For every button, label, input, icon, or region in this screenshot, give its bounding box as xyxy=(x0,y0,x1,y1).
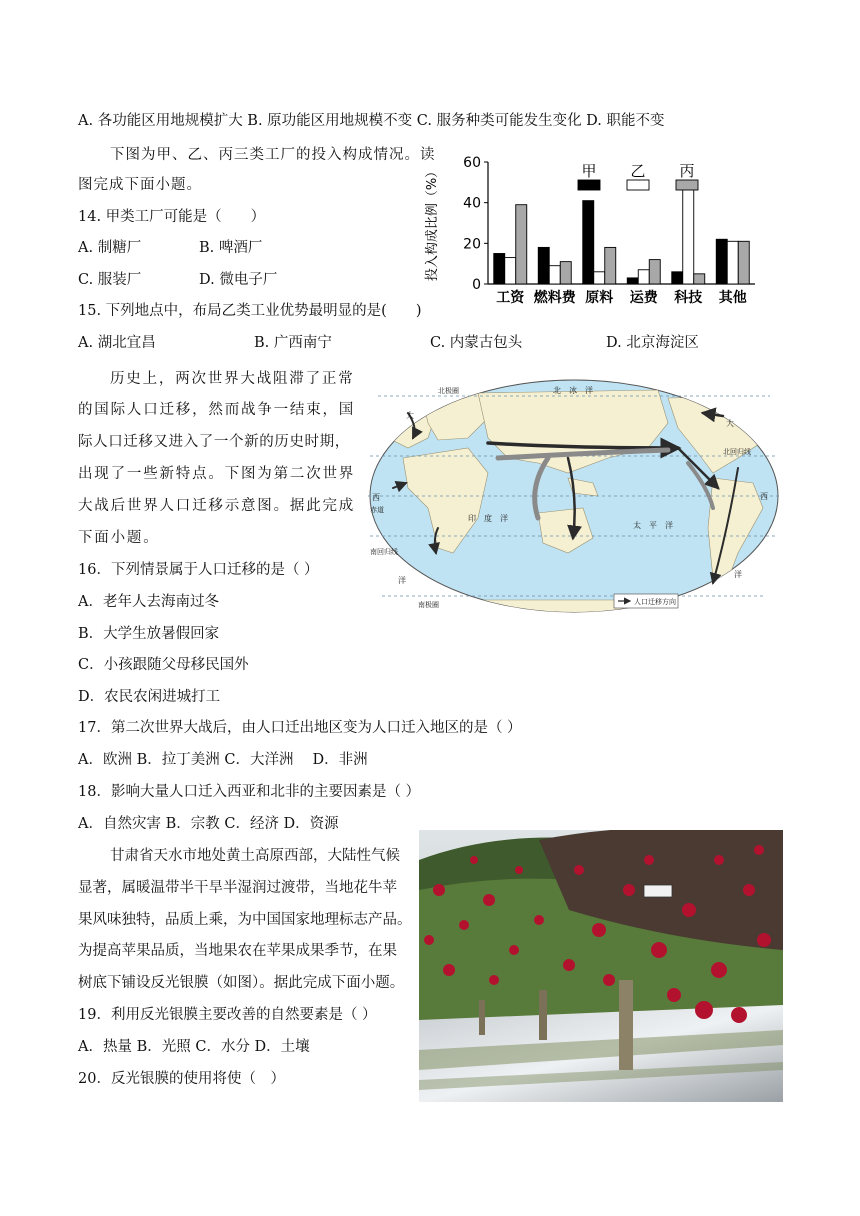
chart-bar-乙-运费 xyxy=(638,270,649,284)
chart-bar-丙-原料 xyxy=(605,247,616,284)
map-label-pacific: 太 平 洋 xyxy=(633,521,673,530)
q14-option-b: B. 啤酒厂 xyxy=(199,240,263,256)
apple-orchard-photo xyxy=(419,830,783,1102)
q20-stem: 20．反光银膜的使用将使（ ） xyxy=(78,1071,285,1087)
chart-x-tick-label: 工资 xyxy=(496,290,525,306)
q13-options: A. 各功能区用地规模扩大 B. 原功能区用地规模不变 C. 服务种类可能发生变化 D. 职能不变 xyxy=(78,113,665,129)
apple-intro-line4: 为提高苹果品质，当地果农在苹果成果季节，在果 xyxy=(78,943,397,959)
chart-legend-label-乙: 乙 xyxy=(630,162,646,180)
chart-x-tick-label: 科技 xyxy=(674,290,703,306)
migration-intro-line3: 际人口迁移又进入了一个新的历史时期， xyxy=(78,434,350,450)
q14-option-c: C. 服装厂 xyxy=(78,272,142,288)
chart-legend-label-丙: 丙 xyxy=(679,162,695,180)
chart-x-tick-label: 其他 xyxy=(718,290,747,306)
map-label-atlantic-w2: 西 xyxy=(372,493,380,502)
migration-intro-line1: 历史上，两次世界大战阻滞了正常 xyxy=(110,371,355,387)
map-label-atlantic-e3: 洋 xyxy=(734,570,742,579)
q19-options: A．热量 B．光照 C．水分 D．土壤 xyxy=(78,1039,310,1055)
chart-y-label: 投入构成比例（%） xyxy=(425,164,440,282)
chart-bar-乙-原料 xyxy=(594,272,605,284)
q18-options: A．自然灾害 B．宗教 C．经济 D．资源 xyxy=(78,816,339,832)
apple-intro-line5: 树底下铺设反光银膜（如图）。据此完成下面小题。 xyxy=(78,975,405,991)
map-legend-label: 人口迁移方向 xyxy=(634,598,676,606)
chart-legend-swatch-甲 xyxy=(578,180,600,190)
q19-stem: 19．利用反光银膜主要改善的自然要素是（ ） xyxy=(78,1007,377,1023)
chart-y-tick-label: 0 xyxy=(472,277,481,293)
chart-bar-乙-工资 xyxy=(505,258,516,284)
migration-intro-line2: 的国际人口迁移，然而战争一结束，国 xyxy=(78,402,356,418)
factory-input-chart xyxy=(420,150,760,310)
q15-stem: 15. 下列地点中，布局乙类工业优势最明显的是( ) xyxy=(78,303,422,319)
map-label-atlantic-w3: 洋 xyxy=(398,576,406,585)
world-migration-map xyxy=(368,378,780,614)
chart-bar-丙-其他 xyxy=(738,241,749,284)
q16-option-a: A．老年人去海南过冬 xyxy=(78,594,219,610)
factory-intro-line1: 下图为甲、乙、丙三类工厂的投入构成情况。读 xyxy=(110,147,436,163)
map-label-tropic-cancer: 北回归线 xyxy=(723,448,751,456)
chart-bar-甲-工资 xyxy=(494,254,505,285)
chart-x-tick-label: 运费 xyxy=(629,290,658,306)
migration-intro-line6: 下面小题。 xyxy=(78,530,160,546)
q17-options: A．欧洲 B．拉丁美洲 C．大洋洲 D．非洲 xyxy=(78,752,368,768)
map-svg xyxy=(368,378,780,614)
chart-bar-甲-运费 xyxy=(627,278,638,284)
map-label-indian-ocean: 印 度 洋 xyxy=(468,514,508,523)
q14-stem: 14. 甲类工厂可能是（ ） xyxy=(78,209,266,225)
chart-bar-甲-科技 xyxy=(672,272,683,284)
chart-y-tick-label: 60 xyxy=(463,155,481,171)
q17-stem: 17．第二次世界大战后，由人口迁出地区变为人口迁入地区的是（ ） xyxy=(78,720,522,736)
map-label-atlantic-e2: 西 xyxy=(760,492,768,501)
chart-bar-丙-运费 xyxy=(649,260,660,284)
q15-option-c: C. 内蒙古包头 xyxy=(430,335,523,351)
q18-stem: 18．影响大量人口迁入西亚和北非的主要因素是（ ） xyxy=(78,784,421,800)
chart-y-tick-label: 40 xyxy=(463,195,481,212)
chart-legend-label-甲: 甲 xyxy=(581,162,597,180)
q15-option-b: B. 广西南宁 xyxy=(254,335,332,351)
map-label-atlantic-e1: 大 xyxy=(726,419,734,428)
chart-bar-乙-其他 xyxy=(727,241,738,284)
factory-intro-line2: 图完成下面小题。 xyxy=(78,177,202,193)
q14-option-a: A. 制糖厂 xyxy=(78,240,142,256)
chart-y-tick-label: 20 xyxy=(463,236,481,253)
q16-stem: 16．下列情景属于人口迁移的是（ ） xyxy=(78,562,319,578)
map-label-equator: 赤道 xyxy=(370,506,384,514)
chart-x-tick-label: 燃料费 xyxy=(533,290,576,306)
migration-intro-line4: 出现了一些新特点。下图为第二次世界 xyxy=(78,466,356,482)
q16-option-d: D．农民农闲进城打工 xyxy=(78,689,221,705)
chart-legend-swatch-乙 xyxy=(627,180,649,190)
q16-option-c: C．小孩跟随父母移民国外 xyxy=(78,657,249,673)
chart-bar-甲-其他 xyxy=(716,239,727,284)
chart-bar-乙-科技 xyxy=(683,182,694,284)
chart-x-tick-label: 原料 xyxy=(585,290,614,306)
chart-svg xyxy=(420,150,760,310)
map-label-north-pole-circle: 北极圈 xyxy=(438,387,459,395)
chart-bar-丙-工资 xyxy=(516,205,527,284)
q14-option-d: D. 微电子厂 xyxy=(199,272,278,288)
q15-option-d: D. 北京海淀区 xyxy=(606,335,699,351)
apple-intro-line3: 果风味独特，品质上乘，为中国国家地理标志产品。 xyxy=(78,912,412,928)
q15-option-a: A. 湖北宜昌 xyxy=(78,335,156,351)
chart-bar-丙-燃料费 xyxy=(560,262,571,284)
apple-intro-line1: 甘肃省天水市地处黄土高原西部，大陆性气候 xyxy=(110,848,400,864)
map-label-tropic-capricorn: 南回归线 xyxy=(370,548,398,556)
chart-bar-乙-燃料费 xyxy=(549,266,560,284)
map-label-south-pole-circle: 南极圈 xyxy=(418,601,439,609)
migration-intro-line5: 大战后世界人口迁移示意图。据此完成 xyxy=(78,498,356,514)
map-label-atlantic-w1: 大 xyxy=(406,411,414,420)
chart-bar-甲-原料 xyxy=(583,201,594,284)
apple-intro-line2: 显著，属暖温带半干旱半湿润过渡带，当地花牛苹 xyxy=(78,880,397,896)
map-label-arctic: 北 冰 洋 xyxy=(553,386,593,395)
chart-bar-甲-燃料费 xyxy=(538,247,549,284)
chart-legend-swatch-丙 xyxy=(676,180,698,190)
q16-option-b: B．大学生放暑假回家 xyxy=(78,626,220,642)
orchard-illustration xyxy=(419,830,783,1102)
chart-bar-丙-科技 xyxy=(694,274,705,284)
